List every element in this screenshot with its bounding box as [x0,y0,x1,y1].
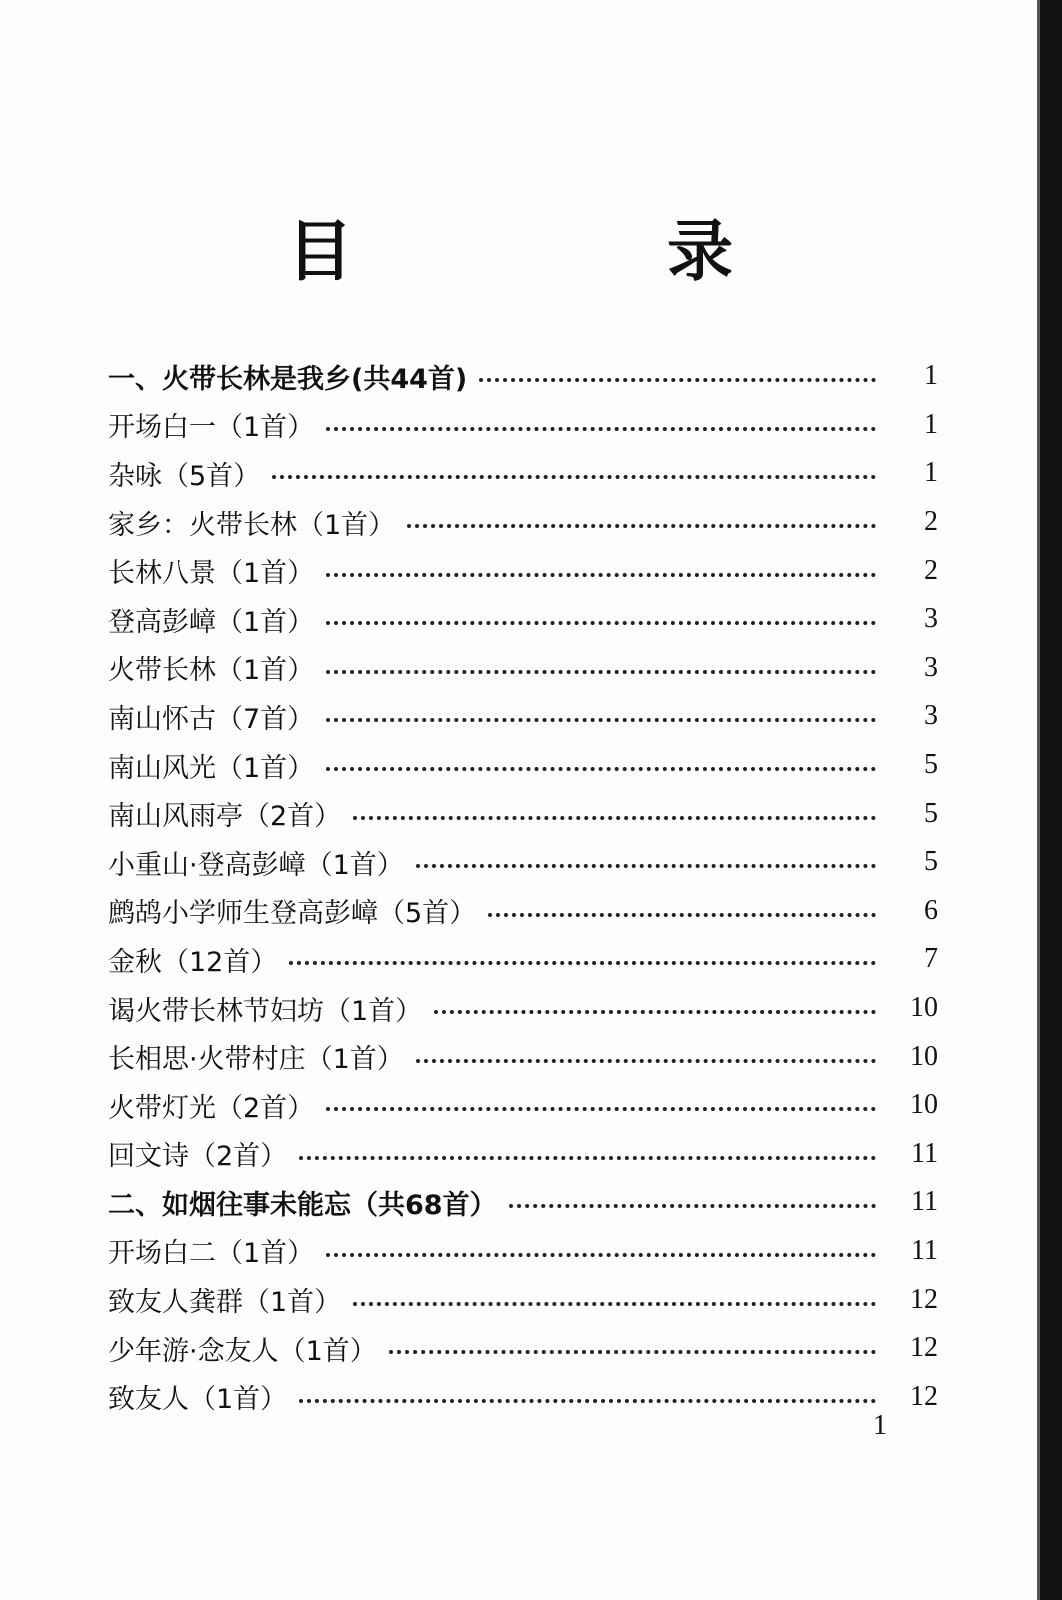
dot-leader [353,816,876,820]
toc-entry-page: 10 [910,992,938,1024]
dot-leader [299,1156,876,1160]
dot-leader [326,1253,876,1257]
toc-entry [108,789,938,838]
toc-entry-title: 开场白二（1首） [108,1238,315,1270]
toc-entry-page: 10 [910,1040,938,1072]
toc-entry-page: 5 [924,846,938,878]
dot-leader [326,767,876,771]
toc-entry-page: 11 [911,1186,938,1218]
toc-entry-page: 10 [910,1089,938,1121]
toc-entry-page: 1 [924,360,938,392]
toc-entry [108,595,938,644]
dot-leader [389,1350,876,1354]
toc-entry [108,1372,938,1421]
dot-leader [289,961,876,965]
toc-entry [108,838,938,887]
toc-entry [108,1275,938,1324]
toc-entry-page: 12 [910,1380,938,1412]
toc-entry [108,449,938,498]
toc-entry-title: 开场白一（1首） [108,412,315,444]
toc-entry-title: 家乡：火带长林（1首） [108,509,396,541]
toc-entry-title: 登高彭嶂（1首） [108,606,315,638]
toc-entry-page: 2 [924,554,938,586]
toc-entry-title: 少年游·念友人（1首） [108,1335,377,1367]
toc-entry-title: 一、火带长林是我乡(共44首) [108,363,468,395]
toc-entry [108,1130,938,1179]
dot-leader [416,1059,876,1063]
toc-entry-page: 2 [924,506,938,538]
toc-entry-title: 南山怀古（7首） [108,703,315,735]
toc-entry-title: 杂咏（5首） [108,460,261,492]
toc-entry-page: 11 [911,1137,938,1169]
toc-entry-page: 3 [924,603,938,635]
toc-entry [108,644,938,693]
toc-entry-title: 火带灯光（2首） [108,1092,315,1124]
toc-entry-page: 5 [924,749,938,781]
dot-leader [416,864,876,868]
toc-entry-title: 回文诗（2首） [108,1141,288,1173]
page-number: 1 [873,1410,887,1441]
toc-entry-page: 3 [924,651,938,683]
dot-leader [353,1302,876,1306]
dot-leader [326,427,876,431]
toc-entry-page: 1 [924,457,938,489]
toc-entry-title: 金秋（12首） [108,946,278,978]
toc-entry [108,984,938,1033]
page-title: 目 录 [287,213,857,290]
toc-entry [108,935,938,984]
toc-entry-title: 二、如烟往事未能忘（共68首） [108,1189,497,1221]
dot-leader [326,621,876,625]
toc-entry [108,887,938,936]
toc-entry [108,1324,938,1373]
dot-leader [272,475,876,479]
toc-entry [108,741,938,790]
dot-leader [299,1399,876,1403]
dot-leader [509,1204,876,1208]
toc-entry [108,546,938,595]
toc-section-entry [108,352,938,401]
table-of-contents [108,352,938,1421]
toc-entry-page: 6 [924,894,938,926]
toc-entry-page: 1 [924,408,938,440]
dot-leader [434,1010,876,1014]
toc-entry-page: 11 [911,1234,938,1266]
toc-entry-title: 致友人龚群（1首） [108,1287,342,1319]
toc-entry [108,692,938,741]
dot-leader [479,378,876,382]
toc-entry-page: 3 [924,700,938,732]
page-edge [1040,0,1062,1600]
toc-entry [108,1081,938,1130]
toc-entry-title: 长林八景（1首） [108,558,315,590]
toc-entry [108,1032,938,1081]
toc-entry-title: 谒火带长林节妇坊（1首） [108,995,423,1027]
toc-entry-title: 致友人（1首） [108,1384,288,1416]
toc-section-entry [108,1178,938,1227]
dot-leader [326,1107,876,1111]
toc-entry [108,1227,938,1276]
toc-entry-title: 小重山·登高彭嶂（1首） [108,849,404,881]
toc-entry-page: 12 [910,1283,938,1315]
toc-entry [108,401,938,450]
toc-entry [108,498,938,547]
toc-entry-page: 7 [924,943,938,975]
toc-entry-page: 5 [924,797,938,829]
toc-entry-page: 12 [910,1332,938,1364]
toc-entry-title: 鹧鸪小学师生登高彭嶂（5首） [108,898,477,930]
toc-entry-title: 南山风雨亭（2首） [108,801,342,833]
dot-leader [326,573,876,577]
dot-leader [407,524,876,528]
dot-leader [326,718,876,722]
toc-entry-title: 南山风光（1首） [108,752,315,784]
dot-leader [326,670,876,674]
dot-leader [488,913,876,917]
toc-entry-title: 长相思·火带村庄（1首） [108,1044,404,1076]
toc-entry-title: 火带长林（1首） [108,655,315,687]
